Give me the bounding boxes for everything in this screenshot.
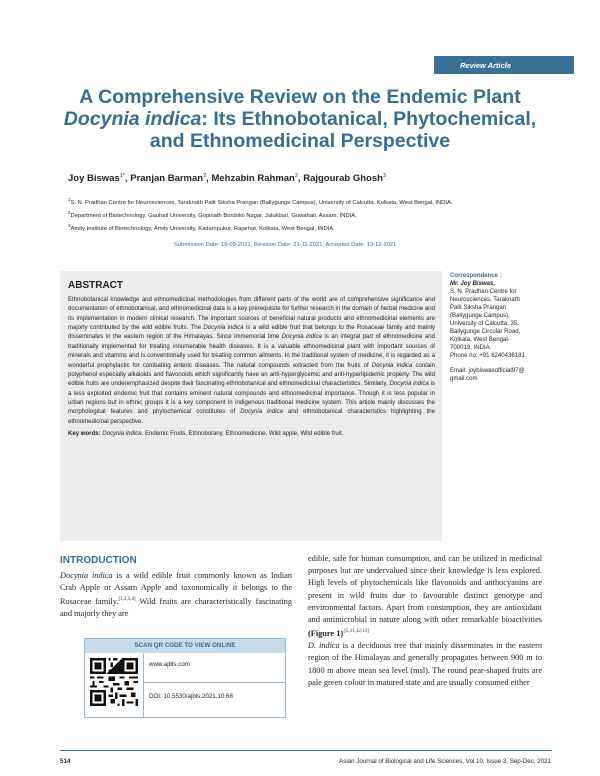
- qr-heading: SCAN QR CODE TO VIEW ONLINE: [85, 639, 285, 653]
- affiliation-item: [68, 195, 538, 208]
- body-text: edible, safe for human consumption, and can be utilized in medicinal purposes but are undervalued since their knowledge is less explored. High levels of phytochemicals like flavonoids and anthocyanins are present in wild fruits due to favourable distinct genotype and environmental factors. Apart from consumption, they are antioxidant and antimicrobial in nature along with other remarkable bioactivities: [308, 554, 542, 625]
- author-separator: ,: [124, 173, 131, 185]
- correspondence-address-line: University of Calcutta, 35,: [450, 321, 519, 327]
- correspondence-panel: [450, 272, 575, 383]
- author-separator: ,: [297, 173, 304, 185]
- keywords-list: , Endemic Fruits, Ethnobotany, Ethnomedicine, Wild apple, Wild edible fruit.: [141, 431, 344, 438]
- body-text: is a deciduous tree that mainly disseminates in the eastern region of the Himalayas and generally propagates between 900 m to 1800 m above mean sea level (msl). The round pear-shaped fruits are pale green colour in matured state and are usually consumed either: [308, 641, 542, 687]
- qr-divider: [143, 653, 144, 717]
- author-affiliation-marker: 2: [294, 173, 298, 179]
- author-affiliation-marker: 3: [382, 173, 386, 179]
- title-line-2: : Its Ethnobotanical, Phytochemical,: [201, 108, 537, 130]
- correspondence-address-line: Ballygunge Circular Road,: [450, 329, 521, 335]
- abstract-species-name: Docynia indica: [203, 325, 244, 332]
- affiliation-number: 1: [68, 197, 71, 202]
- footer-rule: [60, 750, 552, 751]
- email-line: gmail.com: [450, 376, 478, 382]
- citation: .[5,11,12,13]: [343, 629, 369, 635]
- correspondence-heading: Correspondence :: [450, 273, 502, 279]
- keywords: [68, 430, 435, 439]
- author-name: Pranjan Barman: [130, 173, 204, 185]
- author-separator: ,: [206, 173, 212, 185]
- author-name: Joy Biswas: [68, 173, 120, 185]
- abstract-text: [68, 296, 435, 427]
- qr-code-box: [84, 638, 286, 718]
- introduction-column-1: [60, 570, 292, 621]
- title-species-name: Docynia indica: [63, 108, 202, 130]
- species-name: Docynia indica: [60, 571, 113, 580]
- title-line-1: A Comprehensive Review on the Endemic Plant: [79, 86, 521, 108]
- keywords-label: Key words:: [68, 431, 101, 438]
- abstract-species-name: Docynia indica: [371, 362, 413, 369]
- author-name: Mehzabin Rahman: [211, 173, 295, 185]
- species-name: D. indica: [308, 641, 340, 651]
- abstract-species-name: Docynia indica: [389, 381, 429, 388]
- email-line: Email: joybiswasofficial97@: [450, 368, 525, 374]
- affiliation-text: S. N. Pradhan Centre for Neurosciences, Taraknath Palit Siksha Prangan (Ballygunge Campus), University of Calcutta, Kolkata, West Bengal, INDIA.: [70, 199, 453, 206]
- affiliation-number: 3: [68, 222, 71, 228]
- qr-code-icon[interactable]: [90, 658, 138, 706]
- correspondence-name: Mr. Joy Biswas,: [450, 281, 496, 287]
- citation: [1,2,3,4]: [118, 597, 136, 603]
- correspondence-address-line: Palit Siksha Prangan: [450, 305, 507, 311]
- abstract-species-name: Docynia indica: [281, 334, 322, 341]
- author-name: Rajgourab Ghosh: [303, 173, 383, 185]
- author-affiliation-marker: 1*: [119, 173, 125, 179]
- keywords-species: Docynia indica: [100, 431, 142, 438]
- abstract-segment: contain polyphenol especially alkaloids and flavonoids which significantly have an anti-hyperglycemic and anti-hyperlipidemic property. The wild edible fruits are underemphasized despite their fascinating ethnobotanical and ethnomedicinal characteristics. Similarly,: [68, 362, 435, 388]
- correspondence-address-line: Kolkata, West Bengal-: [450, 337, 510, 343]
- abstract-heading: ABSTRACT: [68, 280, 123, 291]
- correspondence-phone: Phone no: +91 8240436181: [450, 353, 525, 359]
- author-affiliation-marker: 2: [203, 173, 207, 179]
- abstract-box: [60, 271, 442, 541]
- title-line-3: and Ethnomedicinal Perspective: [149, 130, 451, 152]
- introduction-column-2: [308, 553, 542, 689]
- abstract-segment: Ethnobotanical knowledge and ethnomedicinal methodologies from different parts of the world are of comprehensive significance and documentation of ethnobotanical, and ethnomedicinal data is a key prerequisite for further research in the domain of herbal medicine and its implementation in modern clinical research. The important sources of beneficial natural products and ethnomedicinal elements are majorly contributed by the wild edible fruits. The: [68, 297, 435, 332]
- article-title: [40, 86, 560, 152]
- affiliation-number: 2: [68, 209, 71, 215]
- affiliation-item: [68, 208, 538, 221]
- affiliation-list: [68, 195, 538, 234]
- page-number: 514: [60, 758, 71, 765]
- submission-dates: Submission Date: 19-09-2021; Revision Date: 21-11-2021; Accepted Date: 13-12-2021: [174, 242, 397, 248]
- body-text: is a wild edible fruit commonly known as Indian Crab Apple or Assam Apple and taxonomically it belongs to the Rosaceae family.: [60, 571, 293, 607]
- abstract-species-name: Docynia indica: [240, 409, 283, 416]
- affiliation-text: Amity Institute of Biotechnology, Amity University, Kadampukur, Rajarhat, Kolkata, West Bengal, INDIA.: [70, 225, 335, 232]
- abstract-segment: and ethnobotanical characteristics highlighting the ethnomedicinal perspective.: [68, 409, 435, 425]
- body-text: Wild fruits are characteristically fascinating and majorly they are: [60, 597, 292, 619]
- correspondence-address-line: 700019, INDIA.: [450, 345, 492, 351]
- abstract-segment: is an integral part of ethnomedicine and traditionally implemented for treating innumerable health diseases. It is a valuable ethnomedicinal plant with important sources of minerals and vitamins and is conventionally used for treating common ailments. In the traditional system of medicine, it is regarded as a wonderful prophylactic for combating enteric diseases. The natural compounds extracted from the fruits of: [68, 334, 435, 369]
- journal-citation: Asian Journal of Biological and Life Sciences, Vol 10, Issue 3, Sep-Dec, 2021: [339, 758, 551, 765]
- correspondence-address-line: S. N. Pradhan Centre for: [450, 289, 517, 295]
- article-type-badge: Review Article: [434, 56, 574, 74]
- qr-divider: [143, 682, 285, 683]
- affiliation-item: [68, 221, 538, 234]
- doi-link[interactable]: DOI: 10.5530/ajbls.2021.10.68: [149, 693, 233, 700]
- journal-url[interactable]: www.ajbls.com: [149, 661, 190, 668]
- abstract-segment: is a wild edible fruit that belongs to the Rosaceae family and mainly disseminates in the eastern region of the Himalayas. Since immemorial time: [68, 325, 435, 341]
- correspondence-address-line: (Ballygunge Campus),: [450, 313, 510, 319]
- affiliation-text: Department of Biotechnology, Gauhati University, Gopinath Bordoloi Nagar, Jalukbari, Guwahati, Assam, INDIA.: [70, 212, 357, 219]
- introduction-heading: INTRODUCTION: [60, 555, 137, 566]
- figure-reference[interactable]: (Figure 1): [308, 628, 344, 638]
- abstract-segment: is a less exploited endemic fruit that contains eminent natural compounds and ethnomedicinal importance. Though it is less popular in urban regions but in ethnic groups it is a key component in indigenous traditional medicine system. This article mainly discusses the morphological features and phytochemical constitutes of: [68, 381, 435, 416]
- correspondence-address-line: Neurosciences, Taraknath: [450, 297, 520, 303]
- author-list: [68, 173, 386, 184]
- correspondence-email[interactable]: [450, 367, 575, 383]
